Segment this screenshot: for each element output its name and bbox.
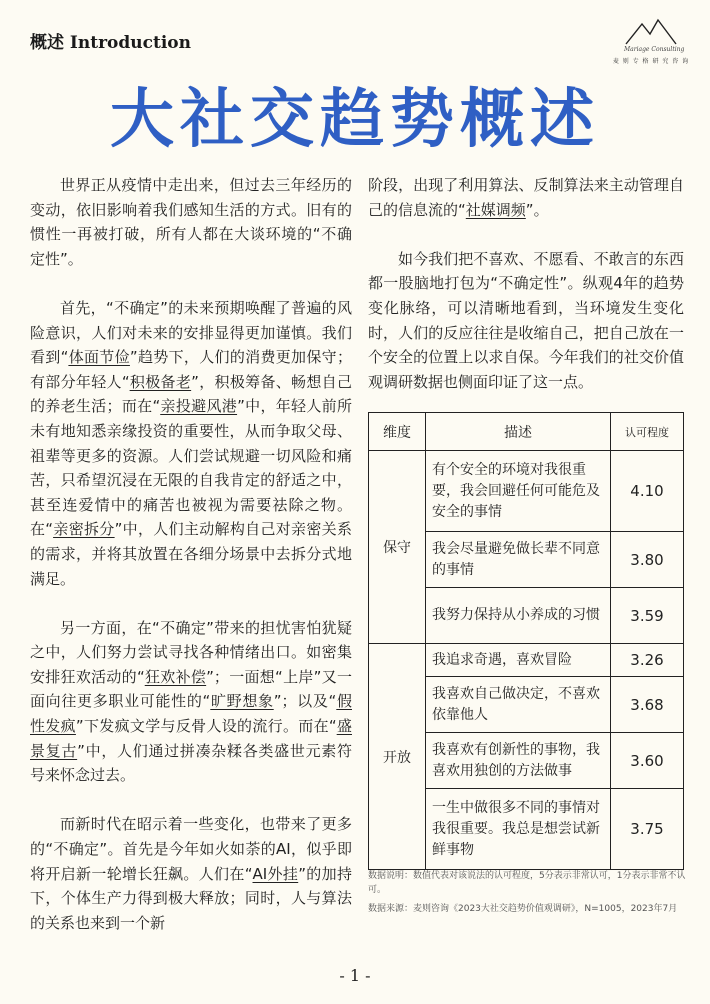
header-score: 认可程度 [611,413,684,451]
row-score: 3.68 [611,677,684,733]
keyword-link[interactable]: 社媒调频 [465,200,526,219]
row-score: 3.26 [611,644,684,677]
row-score: 3.80 [611,532,684,588]
logo-name: 麦 则 专 格 研 究 咨 询 [612,58,690,65]
row-description: 有个安全的环境对我很重要，我会回避任何可能危及安全的事情 [426,451,611,532]
keyword-link[interactable]: 积极备老 [129,372,192,391]
keyword-link[interactable]: 体面节俭 [68,348,130,367]
right-column [368,173,684,419]
page-number: - 1 - [339,966,371,985]
company-logo [612,18,690,66]
table-row [369,451,684,532]
paragraph-2: 首先，“不确定”的未来预期唤醒了普遍的风险意识，人们对未来的安排显得更加谨慎。我们看到“体面节俭”趋势下，人们的消费更加保守；有部分年轻人“积极备老”，积极筹备、畅想自己的养老生活；而在“亲投避风港”中，年轻人前所未有地知悉亲缘投资的重要性，从而争取父母、祖辈等更多的资源。人们尝试规避一切风险和痛苦，只希望沉浸在无限的自我肯定的舒适之中，甚至连爱情中的痛苦也被视为需要祛除之物。在“亲密拆分”中，人们主动解构自己对亲密关系的需求，并将其放置在各细分场景中去拆分式地满足。 [30,298,352,588]
dimension-open: 开放 [369,644,426,870]
keyword-link[interactable]: 亲密拆分 [53,520,115,539]
row-description: 我追求奇遇，喜欢冒险 [426,644,611,677]
row-description: 我喜欢有创新性的事物，我喜欢用独创的方法做事 [426,733,611,789]
row-score: 3.75 [611,789,684,870]
dimension-conservative: 保守 [369,451,426,644]
page-title: 大社交趋势概述 [110,82,600,157]
paragraph-1: 世界正从疫情中走出来，但过去三年经历的变动，依旧影响着我们感知生活的方式。旧有的惯性一再被打破，所有人都在大谈环境的“不确定性”。 [30,176,352,268]
survey-table [368,412,684,870]
row-description: 我喜欢自己做决定，不喜欢依靠他人 [426,677,611,733]
keyword-link[interactable]: 亲投避风港 [160,397,238,416]
left-column [30,173,352,960]
row-score: 4.10 [611,451,684,532]
keyword-link[interactable]: AI外挂 [252,864,299,883]
logo-script: Mariage Consulting [624,46,685,53]
keyword-link[interactable]: 盛景复古 [30,717,352,760]
row-description: 我努力保持从小养成的习惯 [426,588,611,644]
keyword-link[interactable]: 假性发疯 [30,692,352,736]
header-dimension: 维度 [369,413,426,451]
section-label: 概述 Introduction [30,33,191,53]
row-description: 一生中做很多不同的事情对我很重要。我总是想尝试新鲜事物 [426,789,611,870]
data-note: 数据说明：数值代表对该说法的认可程度，5分表示非常认可，1分表示非常不认可。 [368,871,686,895]
table-notes [368,870,690,923]
paragraph-5: 如今我们把不喜欢、不愿看、不敢言的东西都一股脑地打包为“不确定性”。纵观4年的趋势变化脉络，可以清晰地看到，当环境发生变化时，人们的反应往往是收缩自己，把自己放在一个安全的位置上以求自保。今年我们的社交价值观调研数据也侧面印证了这一点。 [368,249,684,391]
data-source: 数据来源：麦则咨询《2023大社交趋势价值观调研》，N=1005，2023年7月 [368,904,678,914]
keyword-link[interactable]: 狂欢补偿 [144,667,207,686]
header-description: 描述 [426,413,611,451]
row-score: 3.59 [611,588,684,644]
mountain-logo-icon [624,18,678,46]
row-description: 我会尽量避免做长辈不同意的事情 [426,532,611,588]
row-score: 3.60 [611,733,684,789]
paragraph-continued: 阶段，出现了利用算法、反制算法来主动管理自己的信息流的“社媒调频”。 [368,176,684,219]
paragraph-4: 而新时代在昭示着一些变化，也带来了更多的“不确定”。首先是今年如火如荼的AI，似乎即将开启新一轮增长狂飙。人们在“AI外挂”的加持下，个体生产力得到极大释放；同时，人与算法的关系也来到一个新 [30,815,352,932]
table-row [369,644,684,677]
paragraph-3: 另一方面，在“不确定”带来的担忧害怕犹疑之中，人们努力尝试寻找各种情绪出口。如密集安排狂欢活动的“狂欢补偿”；一面想“上岸”又一面向往更多职业可能性的“旷野想象”；以及“假性发疯”下发疯文学与反骨人设的流行。而在“盛景复古”中，人们通过拼凑杂糅各类盛世元素符号来怀念过去。 [30,618,352,785]
keyword-link[interactable]: 旷野想象 [210,692,274,711]
table-header-row [369,413,684,451]
